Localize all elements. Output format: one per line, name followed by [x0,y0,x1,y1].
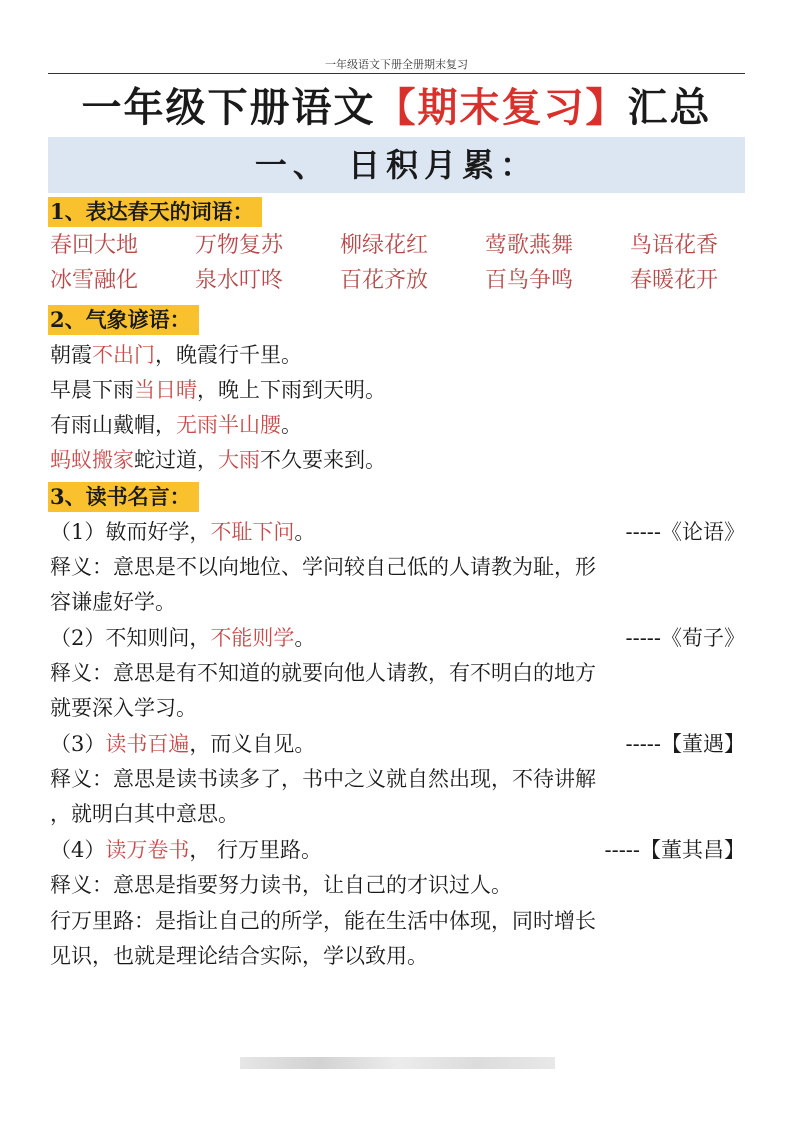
highlight-text: 不出门 [92,343,155,367]
word: 百花齐放 [340,268,429,293]
text: ，而义自见。 [189,732,316,756]
word: 柳绿花红 [340,233,429,258]
text: 蛇过道， [134,448,218,472]
text: 有雨山戴帽， [50,413,176,437]
word: 鸟语花香 [630,233,719,258]
text: （4） [50,838,106,862]
explanation-line: 见识，也就是理论结合实际，学以致用。 [50,944,428,968]
text: （1）敏而好学， [50,520,211,544]
text: ，晚上下雨到天明。 [197,378,386,402]
highlight-text: 不能则学 [210,626,295,650]
word: 泉水叮咚 [195,268,284,293]
explanation-line: 容谦虚好学。 [50,590,176,614]
highlight-text: 当日晴 [134,378,197,402]
highlight-text: 读万卷书 [105,838,190,862]
explanation-line: 释义：意思是不以向地位、学问较自己低的人请教为耻，形 [50,555,596,579]
word: 百鸟争鸣 [485,268,574,293]
text: （3） [50,732,106,756]
text: 早晨下雨 [50,378,134,402]
quotes-label: 3、读书名言： [48,482,199,512]
text: 不久要来到。 [260,448,386,472]
highlight-text: 不耻下问 [210,520,295,544]
explanation-line: 行万里路：是指让自己的所学，能在生活中体现，同时增长 [50,909,596,933]
text: 朝霞 [50,343,92,367]
word: 春回大地 [50,233,139,258]
blurred-footer-watermark [240,1057,555,1069]
explanation-line: 释义：意思是有不知道的就要向他人请教，有不明白的地方 [50,661,596,685]
text: ，晚霞行千里。 [155,343,302,367]
text: （2）不知则问， [50,626,211,650]
word: 冰雪融化 [50,268,139,293]
spring-words-row-1 [50,229,750,263]
title-pre: 一年级下册语文 [81,84,376,131]
quote-source: -----《论语》 [625,520,745,544]
text: 。 [294,626,316,650]
explanation-line: ，就明白其中意思。 [50,802,239,826]
title-post: 汇总 [627,84,712,131]
text: 。 [281,413,302,437]
explanation-line: 就要深入学习。 [50,696,197,720]
quote-source: -----《荀子》 [625,626,745,650]
highlight-text: 读书百遍 [105,732,190,756]
spring-words-row-2 [50,264,750,298]
title-highlight: 【期末复习】 [375,84,628,131]
header-rule [48,73,745,74]
section-heading: 一、 日积月累： [48,137,745,193]
word: 春暖花开 [630,268,719,293]
proverb-line [50,373,750,407]
quote-source: -----【董其昌】 [604,838,745,862]
highlight-text: 无雨半山腰 [176,413,281,437]
explanation-line: 释义：意思是指要努力读书，让自己的才识过人。 [50,873,512,897]
text: 。 [294,520,316,544]
text: ， 行万里路。 [189,838,323,862]
running-header: 一年级语文下册全册期末复习 [325,58,468,71]
explanation-line: 释义：意思是读书读多了，书中之义就自然出现，不待讲解 [50,767,596,791]
highlight-text: 蚂蚁搬家 [50,448,134,472]
quote-source: -----【董遇】 [625,732,745,756]
highlight-text: 大雨 [218,448,260,472]
proverb-line [50,443,750,477]
proverb-line [50,408,750,442]
proverbs-label: 2、气象谚语： [48,305,199,335]
word: 万物复苏 [195,233,284,258]
word: 莺歌燕舞 [485,233,574,258]
page-title [48,80,745,136]
spring-words-label: 1、表达春天的词语： [48,197,262,227]
proverb-line [50,338,750,372]
